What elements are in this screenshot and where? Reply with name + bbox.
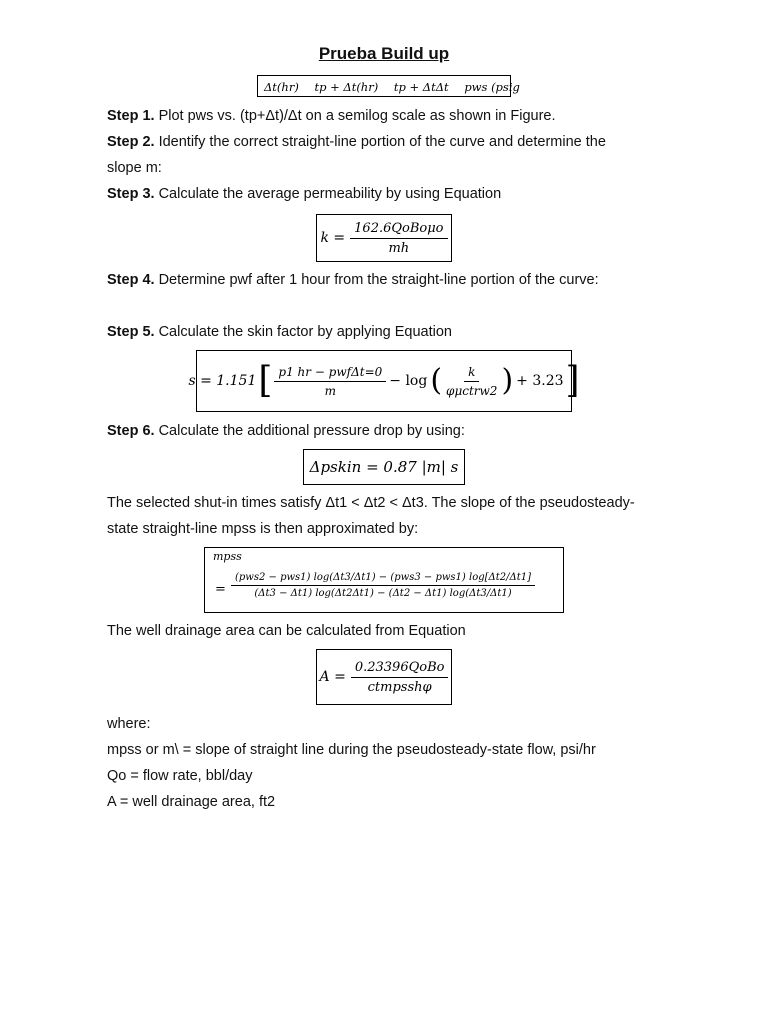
eq-a-num: 0.23396QoBo xyxy=(351,660,449,678)
step-4-text: Determine pwf after 1 hour from the straight-line portion of the curve: xyxy=(158,272,599,288)
eq-s-log: − log xyxy=(389,373,428,389)
equation-permeability xyxy=(316,214,452,262)
header-col-dt: Δt(hr) xyxy=(264,80,299,94)
eq-k-fraction xyxy=(350,221,447,256)
paragraph-drainage-area: The well drainage area can be calculated from Equation xyxy=(107,623,466,639)
eq-k-num: 162.6QoBoμo xyxy=(350,221,447,239)
eq-s-lhs: s = 1.151 xyxy=(188,373,257,389)
paragraph-mpss-line-1: The selected shut-in times satisfy Δt1 < Δt2 < Δt3. The slope of the pseudosteady- xyxy=(107,495,635,511)
eq-s-log-num: k xyxy=(464,365,479,382)
eq-s-log-den: φμctrw2 xyxy=(446,383,498,398)
eq-dp-text: Δpskin = 0.87 |m| s xyxy=(309,458,459,476)
eq-a-fraction xyxy=(351,660,449,695)
eq-a-den: ctmpsshφ xyxy=(367,679,432,695)
where-label: where: xyxy=(107,716,151,732)
eq-mpss-equals: = xyxy=(215,582,226,597)
step-6-text: Calculate the additional pressure drop by using: xyxy=(158,423,465,439)
step-2 xyxy=(107,134,606,150)
eq-s-const: + 3.23 xyxy=(516,373,564,389)
eq-s-paren-close: ) xyxy=(501,363,514,398)
step-1-label: Step 1. xyxy=(107,108,155,124)
header-col-pws: pws (psig xyxy=(464,80,520,94)
step-5 xyxy=(107,324,452,340)
paragraph-mpss-line-2: state straight-line mpss is then approximated by: xyxy=(107,521,419,537)
step-3-text: Calculate the average permeability by using Equation xyxy=(158,186,502,202)
eq-s-bracket-open: [ xyxy=(258,360,273,401)
step-1 xyxy=(107,108,556,124)
eq-s-den: m xyxy=(324,383,337,398)
step-3 xyxy=(107,186,501,202)
equation-pressure-drop xyxy=(303,449,465,485)
step-1-text: Plot pws vs. (tp+Δt)/Δt on a semilog scale as shown in Figure. xyxy=(158,108,556,124)
eq-a-lhs: A = xyxy=(319,669,346,685)
eq-k-den: mh xyxy=(388,240,410,256)
step-5-text: Calculate the skin factor by applying Equation xyxy=(158,324,452,340)
step-4-label: Step 4. xyxy=(107,272,155,288)
table-header-strip xyxy=(257,75,520,97)
step-2-continued xyxy=(107,160,162,176)
definition-mpss: mpss or m\ = slope of straight line during the pseudosteady-state flow, psi/hr xyxy=(107,742,596,758)
eq-s-paren-open: ( xyxy=(430,363,443,398)
eq-s-bracket-close: ] xyxy=(565,360,580,401)
equation-skin-factor xyxy=(188,350,580,412)
eq-mpss-den: (Δt3 − Δt1) log(Δt2Δt1) − (Δt2 − Δt1) log(Δt3/Δt1) xyxy=(254,588,512,599)
equation-mpss xyxy=(204,547,564,613)
eq-s-num: p1 hr − pwfΔt=0 xyxy=(274,365,386,382)
step-5-label: Step 5. xyxy=(107,324,155,340)
eq-mpss-lhs: mpss xyxy=(213,550,242,563)
eq-k-lhs: k = xyxy=(320,230,346,246)
step-4 xyxy=(107,272,599,288)
step-2-label: Step 2. xyxy=(107,134,155,150)
step-2-text: Identify the correct straight-line portion of the curve and determine the xyxy=(158,134,606,150)
equation-drainage-area xyxy=(316,649,452,705)
header-col-ratio: tp + ΔtΔt xyxy=(393,80,449,94)
step-2-text-cont: slope m: xyxy=(107,160,162,176)
step-6-label: Step 6. xyxy=(107,423,155,439)
step-6 xyxy=(107,423,465,439)
eq-s-fraction xyxy=(274,365,386,398)
step-3-label: Step 3. xyxy=(107,186,155,202)
definition-qo: Qo = flow rate, bbl/day xyxy=(107,768,253,784)
page-title: Prueba Build up xyxy=(318,44,450,63)
header-col-tp-dt: tp + Δt(hr) xyxy=(314,80,379,94)
eq-s-log-fraction xyxy=(442,365,501,398)
definition-area: A = well drainage area, ft2 xyxy=(107,794,276,810)
eq-mpss-num: (pws2 − pws1) log(Δt3/Δt1) − (pws3 − pws1) log[Δt2/Δt1] xyxy=(231,572,535,586)
eq-mpss-fraction xyxy=(231,572,535,599)
